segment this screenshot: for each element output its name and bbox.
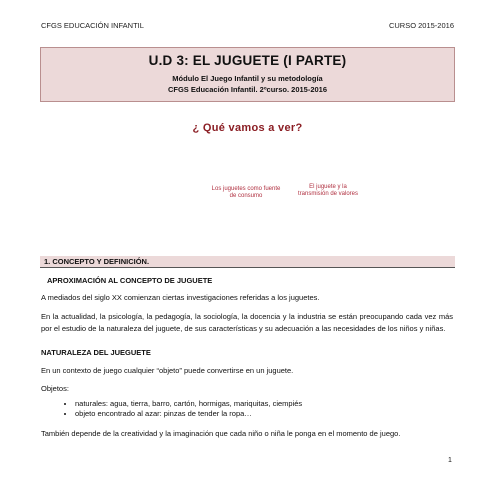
- title-box: [40, 47, 455, 102]
- course-subtitle: CFGS Educación Infantil. 2ºcurso. 2015-2016: [167, 85, 328, 94]
- header-left: CFGS EDUCACIÓN INFANTIL: [41, 21, 144, 30]
- diagram-item-valores: El juguete y la transmisión de valores: [297, 184, 359, 197]
- section-heading-bar: [40, 256, 455, 268]
- objects-list: [41, 399, 455, 419]
- section-title: 1. CONCEPTO Y DEFINICIÓN.: [44, 257, 150, 266]
- page-number: 1: [448, 457, 452, 464]
- subheading-naturaleza: NATURALEZA DEL JUEGUETE: [41, 348, 151, 357]
- paragraph-1: A mediados del siglo XX comienzan ciertas investigaciones referidas a los juguetes.: [41, 293, 320, 302]
- list-item: • objeto encontrado al azar: pinzas de tender la ropa…: [75, 409, 455, 419]
- list-item: • naturales: agua, tierra, barro, cartón, hormigas, mariquitas, ciempiés: [75, 399, 455, 409]
- subheading-aproximacion: APROXIMACIÓN AL CONCEPTO DE JUGUETE: [47, 276, 213, 285]
- overview-heading: ¿ Qué vamos a ver?: [192, 122, 303, 134]
- diagram-item-consumo: Los juguetes como fuente de consumo: [211, 186, 281, 199]
- paragraph-3: En un contexto de juego cualquier “objeto” puede convertirse en un juguete.: [41, 366, 294, 375]
- module-subtitle: Módulo El Juego Infantil y su metodología: [172, 74, 323, 83]
- header-right: CURSO 2015-2016: [388, 21, 454, 30]
- paragraph-4: También depende de la creatividad y la imaginación que cada niño o niña le ponga en el momento de juego.: [41, 429, 401, 438]
- objects-label: Objetos:: [41, 384, 69, 393]
- unit-title: U.D 3: EL JUGUETE (I PARTE): [148, 53, 347, 68]
- paragraph-2: En la actualidad, la psicología, la pedagogía, la sociología, la docencia y la industria se están preocupando cada vez más por el estudio de la naturaleza del juguete, de sus características y su adecuación a las necesidades de los niños y niñas.: [41, 312, 453, 333]
